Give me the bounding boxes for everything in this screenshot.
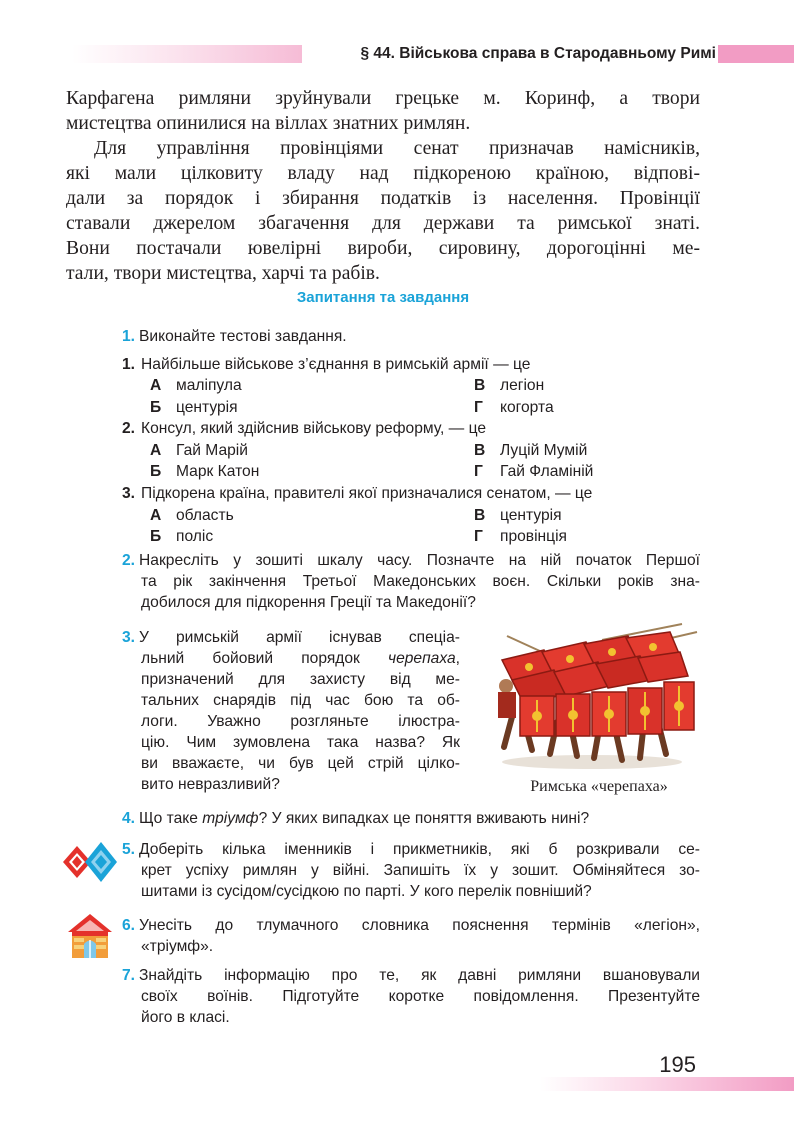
option-b[interactable] (150, 461, 259, 482)
option-letter: Г (474, 463, 483, 480)
option-letter: В (474, 442, 486, 459)
body-line: Вони постачали ювелірні вироби, сировину, дорогоцінні ме- (66, 238, 700, 259)
task-line: «тріумф». (141, 938, 214, 955)
task-number: 4. (122, 810, 136, 827)
task-number: 6. (122, 917, 136, 934)
option-a[interactable] (150, 440, 248, 461)
task-6 (122, 915, 700, 957)
question-text: Консул, який здійснив військову реформу, — це (141, 420, 487, 437)
task-line: тальних снарядів під час бою та об- (141, 692, 460, 709)
task-2 (122, 550, 700, 613)
question-number: 2. (122, 420, 136, 437)
task-line: У римській армії існував спеціа- (139, 629, 460, 646)
option-text: центурія (500, 507, 562, 524)
task-number: 3. (122, 629, 136, 646)
task-text: Що таке (139, 810, 203, 827)
task-text: Виконайте тестові завдання. (139, 328, 347, 345)
body-line: ставали джерелом збагачення для держави та римської знаті. (66, 213, 700, 234)
option-b[interactable] (150, 526, 213, 547)
task-7 (122, 965, 700, 1028)
task-4 (122, 808, 702, 829)
option-text: Гай Марій (176, 442, 248, 459)
option-text: маліпула (176, 377, 242, 394)
task-number: 2. (122, 552, 136, 569)
task-5 (122, 839, 700, 902)
option-letter: Г (474, 399, 483, 416)
pair-work-icon (61, 840, 121, 884)
option-letter: В (474, 507, 486, 524)
option-g[interactable] (474, 397, 554, 418)
option-g[interactable] (474, 461, 593, 482)
option-a[interactable] (150, 375, 242, 396)
task-line: Знайдіть інформацію про те, як давні римляни вшановували (139, 967, 700, 984)
task-line: ви вважаєте, чи був цей стрій цілко- (141, 755, 460, 772)
option-b[interactable] (150, 397, 238, 418)
illustration-caption: Римська «черепаха» (530, 778, 668, 795)
option-text: поліс (176, 528, 214, 545)
body-line: дали за порядок і збирання податків із населення. Провінції (66, 188, 700, 209)
task-line: добилося для підкорення Греції та Македонії? (141, 594, 476, 611)
option-text: когорта (500, 399, 554, 416)
task-line: крет успіху римлян у війні. Запишіть їх у зошит. Обміняйтеся зо- (141, 862, 700, 879)
body-line: тали, твори мистецтва, харчі та рабів. (66, 263, 380, 284)
option-text: Марк Катон (176, 463, 260, 480)
task-line: його в класі. (141, 1009, 230, 1026)
task-line: льний бойовий порядок (141, 650, 389, 667)
task-number: 5. (122, 841, 136, 858)
section-title: Запитання та завдання (296, 289, 470, 306)
task-number: 1. (122, 328, 136, 345)
task-text: ? У яких випадках це поняття вживають нині? (258, 810, 590, 827)
option-letter: В (474, 377, 486, 394)
page-header-title: § 44. Військова справа в Стародавньому Римі (360, 45, 716, 62)
question-text: Найбільше військове з’єднання в римській армії — це (141, 356, 531, 373)
option-letter: Б (150, 399, 162, 416)
question-text: Підкорена країна, правителі якої призначалися сенатом, — це (141, 485, 593, 502)
term-triumph: тріумф (202, 810, 259, 827)
task-line: , (455, 650, 460, 667)
task-line: Унесіть до тлумачного словника пояснення термінів «легіон», (139, 917, 700, 934)
task-line: Доберіть кілька іменників і прикметників, які б розкривали се- (139, 841, 700, 858)
question-number: 1. (122, 356, 136, 373)
body-text (66, 86, 700, 286)
option-letter: Б (150, 528, 162, 545)
body-line: мистецтва опинилися на віллах знатних римлян. (66, 113, 471, 134)
body-line: Карфагена римляни зруйнували грецьке м. Коринф, а твори (66, 88, 700, 109)
roman-tortoise-illustration (482, 622, 704, 774)
option-a[interactable] (150, 505, 234, 526)
term-tortoise: черепаха (388, 650, 456, 667)
task-line: та рік закінчення Третьої Македонських воєн. Скільки років зна- (141, 573, 700, 590)
home-task-icon (66, 912, 114, 960)
option-text: центурія (176, 399, 238, 416)
task-line: цію. Чим зумовлена така назва? Як (141, 734, 460, 751)
option-g[interactable] (474, 526, 567, 547)
task-line: вито невразливий? (141, 776, 280, 793)
test-question-1 (122, 354, 702, 375)
option-text: легіон (500, 377, 545, 394)
body-line: які мали цілковиту владу над підкореною країною, відпові- (66, 163, 700, 184)
option-letter: Г (474, 528, 483, 545)
option-v[interactable] (474, 440, 587, 461)
option-letter: Б (150, 463, 162, 480)
task-line: призначений для захисту від ме- (141, 671, 460, 688)
option-v[interactable] (474, 375, 544, 396)
task-1 (122, 326, 702, 347)
test-question-2 (122, 418, 702, 439)
header-decor-right (718, 45, 794, 63)
option-letter: А (150, 507, 162, 524)
option-text: область (176, 507, 234, 524)
option-text: провінція (500, 528, 567, 545)
task-line: своїх воїнів. Підготуйте коротке повідомлення. Презентуйте (141, 988, 700, 1005)
question-number: 3. (122, 485, 136, 502)
page-number: 195 (659, 1052, 696, 1077)
option-text: Луцій Мумій (500, 442, 588, 459)
footer-decor (540, 1077, 794, 1091)
option-v[interactable] (474, 505, 562, 526)
task-line: Накресліть у зошиті шкалу часу. Позначте на ній початок Першої (139, 552, 700, 569)
option-text: Гай Фламіній (500, 463, 594, 480)
header-decor-left (72, 45, 302, 63)
test-question-3 (122, 483, 702, 504)
task-line: шитами із сусідом/сусідкою по парті. У кого перелік повніший? (141, 883, 592, 900)
task-3 (122, 627, 460, 795)
task-line: логи. Уважно розгляньте ілюстра- (141, 713, 460, 730)
body-line: Для управління провінціями сенат призначав намісників, (94, 138, 700, 159)
option-letter: А (150, 377, 162, 394)
task-number: 7. (122, 967, 136, 984)
option-letter: А (150, 442, 162, 459)
